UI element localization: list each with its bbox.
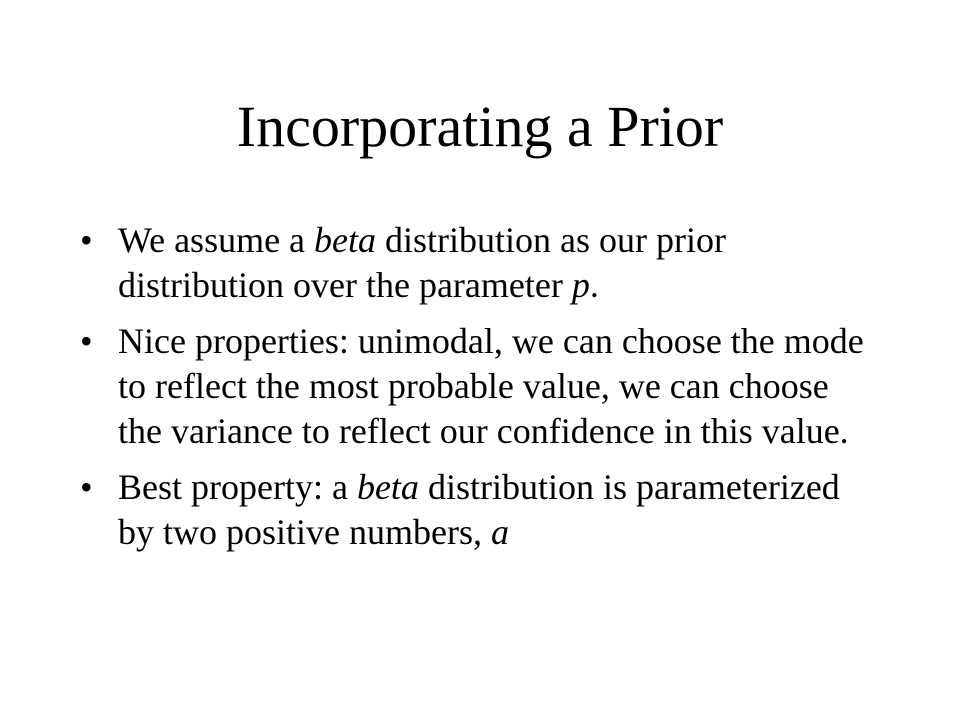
bullet-text-segment: Best property: a [118, 467, 357, 507]
bullet-item [0, 218, 878, 308]
bullet-text-segment: distribution is parameterized by two positive numbers, [118, 467, 840, 552]
bullet-item [0, 319, 878, 454]
bullet-text-emphasis: p [571, 265, 590, 305]
bullet-item [0, 465, 878, 555]
bullet-text-emphasis: beta [356, 467, 419, 507]
bullet-text-emphasis: beta [314, 220, 377, 260]
bullet-text [118, 321, 864, 451]
bullet-text-segment: We assume a [118, 220, 315, 260]
bullet-text-segment: Nice properties: unimodal, we can choose the mode to reflect the most probable value, we can choose the variance to reflect our confidence in this value. [118, 321, 864, 451]
slide-title: Incorporating a Prior [236, 94, 724, 159]
bullet-text-segment: distribution as our prior distribution over the parameter [118, 220, 726, 305]
bullet-text-segment: . [589, 265, 599, 305]
bullet-icon: • [80, 467, 93, 507]
bullet-list [0, 218, 960, 566]
bullet-text-emphasis: a [490, 512, 509, 552]
bullet-icon: • [80, 321, 93, 361]
bullet-icon: • [80, 220, 93, 260]
bullet-text [118, 467, 840, 552]
bullet-text [118, 220, 726, 305]
